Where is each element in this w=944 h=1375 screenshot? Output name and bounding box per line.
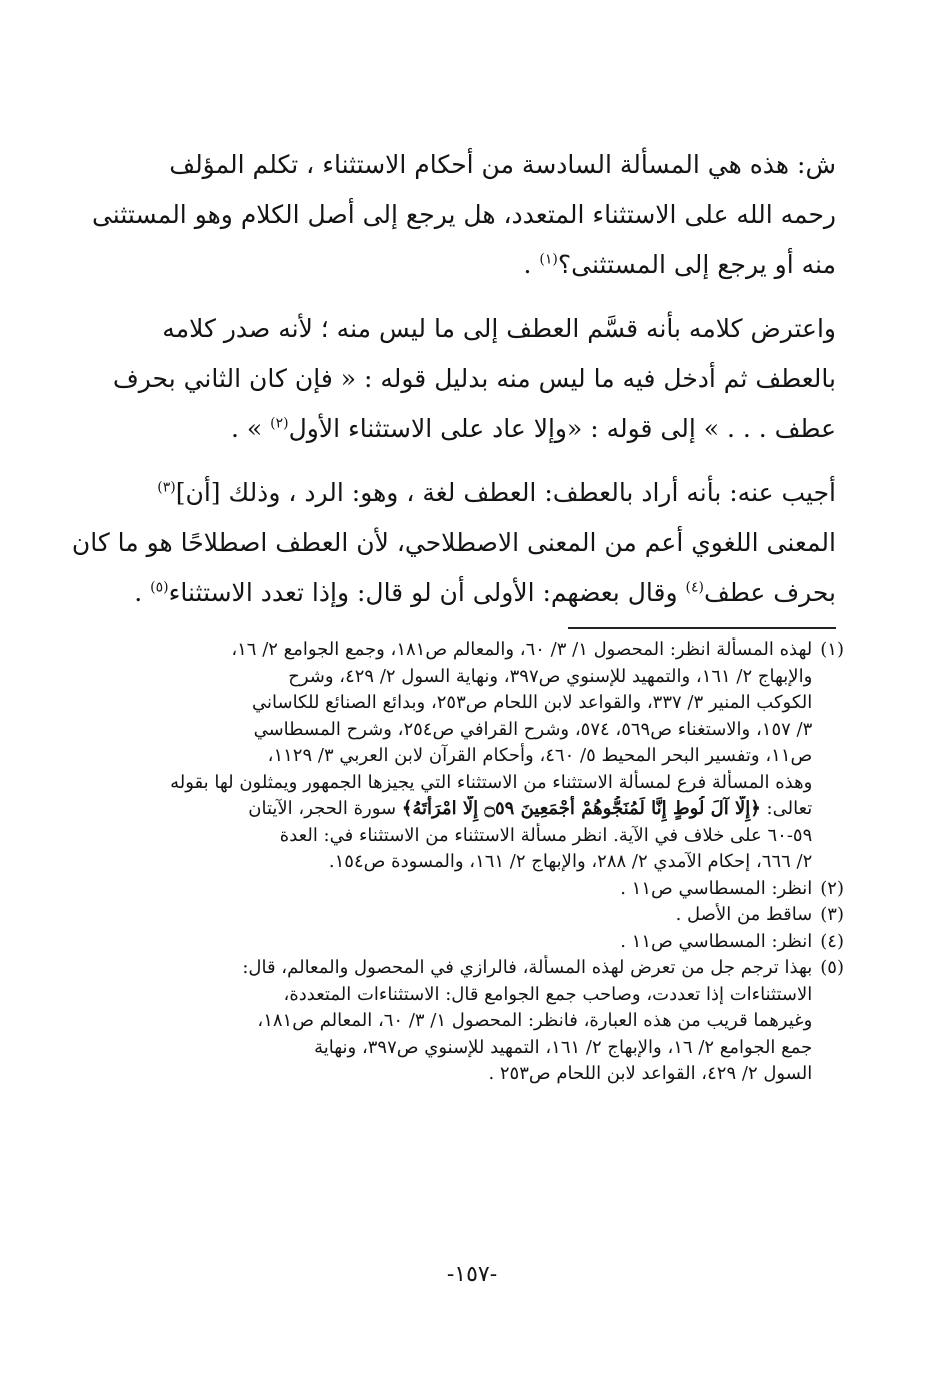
page-number: -١٥٧-	[446, 1262, 498, 1287]
footnote-line: الاستثناءات إذا تعددت، وصاحب جمع الجوامع قال: الاستثناءات المتعددة،	[283, 983, 813, 1005]
footnote-number: (١)	[820, 639, 844, 660]
footnote-number: (٥)	[820, 957, 844, 978]
text-line: واعترض كلامه بأنه قسَّم العطف إلى ما ليس منه ؛ لأنه صدر كلامه	[162, 314, 836, 343]
paragraph-3	[71, 468, 836, 618]
footnote-number: (٤)	[820, 930, 844, 952]
footnote-line: السول ٢/ ٤٢٩، القواعد لابن اللحام ص٢٥٣ .	[488, 1063, 813, 1084]
text-run: وقال بعضهم: الأولى أن لو قال: وإذا تعدد الاستثناء	[168, 578, 686, 607]
punctuation: » .	[231, 414, 271, 443]
text-line: رحمه الله على الاستثناء المتعدد، هل يرجع إلى أصل الكلام وهو المستثنى	[91, 200, 836, 229]
footnote-body	[99, 902, 812, 929]
footnote-line: لهذه المسألة انظر: المحصول ١/ ٣/ ٦٠، والمعالم ص١٨١، وجمع الجوامع ٢/ ١٦،	[231, 639, 813, 660]
footnote-line: ٥٩-٦٠ على خلاف في الآية. انظر مسألة الاستثناء من الاستثناء في: العدة	[279, 824, 813, 846]
footnote-line: ٢/ ٦٦٦، إحكام الآمدي ٢/ ٢٨٨، والإبهاج ٢/ ١٦١، والمسودة ص١٥٤.	[328, 851, 813, 872]
footnote-line	[99, 796, 812, 823]
punctuation: .	[134, 578, 151, 607]
footnote-4	[99, 929, 844, 956]
footnote-ref-3: (٣)	[157, 479, 176, 496]
text-run: منه أو يرجع إلى المستثنى؟	[557, 250, 836, 279]
footnote-5	[99, 955, 844, 1088]
footnote-body	[99, 876, 812, 903]
footnotes	[99, 637, 844, 1088]
footnote-line: بهذا ترجم جل من تعرض لهذه المسألة، فالرازي في المحصول والمعالم، قال:	[242, 957, 813, 978]
footnote-2	[99, 876, 844, 903]
text-line	[106, 404, 836, 454]
text-line: المعنى اللغوي أعم من المعنى الاصطلاحي، لأن العطف اصطلاحًا هو ما كان	[71, 528, 836, 557]
main-text	[71, 140, 836, 632]
footnote-line: انظر: المسطاسي ص١١ .	[620, 877, 813, 899]
footnote-1	[99, 637, 844, 876]
text-run: بحرف عطف	[703, 578, 836, 607]
footnote-line: ساقط من الأصل .	[675, 904, 813, 925]
text-run: تعالى:	[766, 798, 813, 819]
footnote-line: انظر: المسطاسي ص١١ .	[620, 930, 813, 952]
text-run: أجيب عنه: بأنه أراد بالعطف: العطف لغة ، وهو: الرد ، وذلك [أن]	[175, 478, 836, 507]
footnote-body	[99, 637, 812, 876]
footnote-ref-2: (٢)	[270, 415, 289, 432]
footnote-3	[99, 902, 844, 929]
footnote-number: (٢)	[820, 877, 844, 899]
text-line	[106, 468, 836, 518]
footnote-ref-5: (٥)	[150, 579, 169, 596]
text-line: ش: هذه هي المسألة السادسة من أحكام الاستثناء ، تكلم المؤلف	[169, 150, 836, 179]
text-line	[106, 568, 836, 618]
footnote-line: ص١١، وتفسير البحر المحيط ٥/ ٤٦٠، وأحكام القرآن لابن العربي ٣/ ١١٢٩،	[267, 745, 813, 766]
text-line	[106, 240, 836, 290]
punctuation: .	[523, 250, 540, 279]
footnote-line: وهذه المسألة فرع لمسألة الاستثناء من الاستثناء التي يجيزها الجمهور ويمثلون لها بقوله	[170, 771, 813, 793]
footnote-body	[99, 929, 812, 956]
footnote-line: الكوكب المنير ٣/ ٣٣٧، والقواعد لابن اللحام ص٢٥٣، وبدائع الصنائع للكاساني	[251, 692, 813, 713]
quran-verse: ﴿إِلَّا آلَ لُوطٍ إِنَّا لَمُنَجُّوهُمْ أَجْمَعِينَ ۝٥٩ إِلَّا امْرَأَتَهُ﴾	[401, 798, 761, 819]
text-run: عطف . . . » إلى قوله : «وإلا عاد على الاستثناء الأول	[288, 414, 836, 443]
footnote-body	[99, 955, 812, 1088]
footnote-number: (٣)	[820, 904, 844, 925]
paragraph-1	[91, 140, 836, 290]
footnote-line: وغيرهما قريب من هذه العبارة، فانظر: المحصول ١/ ٣/ ٦٠، المعالم ص١٨١،	[257, 1010, 813, 1031]
footnote-separator	[568, 627, 836, 629]
text-run: سورة الحجر، الآيتان	[248, 798, 397, 819]
footnote-line: جمع الجوامع ٢/ ١٦، والإبهاج ٢/ ١٦١، التمهيد للإسنوي ص٣٩٧، ونهاية	[314, 1036, 813, 1058]
footnote-line: ٣/ ١٥٧، والاستغناء ص٥٦٩، ٥٧٤، وشرح القرافي ص٢٥٤، وشرح المسطاسي	[253, 718, 813, 740]
text-line: بالعطف ثم أدخل فيه ما ليس منه بدليل قوله : « فإن كان الثاني بحرف	[112, 364, 836, 393]
paragraph-2	[106, 304, 836, 454]
footnote-ref-1: (١)	[539, 251, 558, 268]
footnote-line: والإبهاج ٢/ ١٦١، والتمهيد للإسنوي ص٣٩٧، ونهاية السول ٢/ ٤٢٩، وشرح	[288, 665, 813, 687]
footnote-ref-4: (٤)	[685, 579, 704, 596]
